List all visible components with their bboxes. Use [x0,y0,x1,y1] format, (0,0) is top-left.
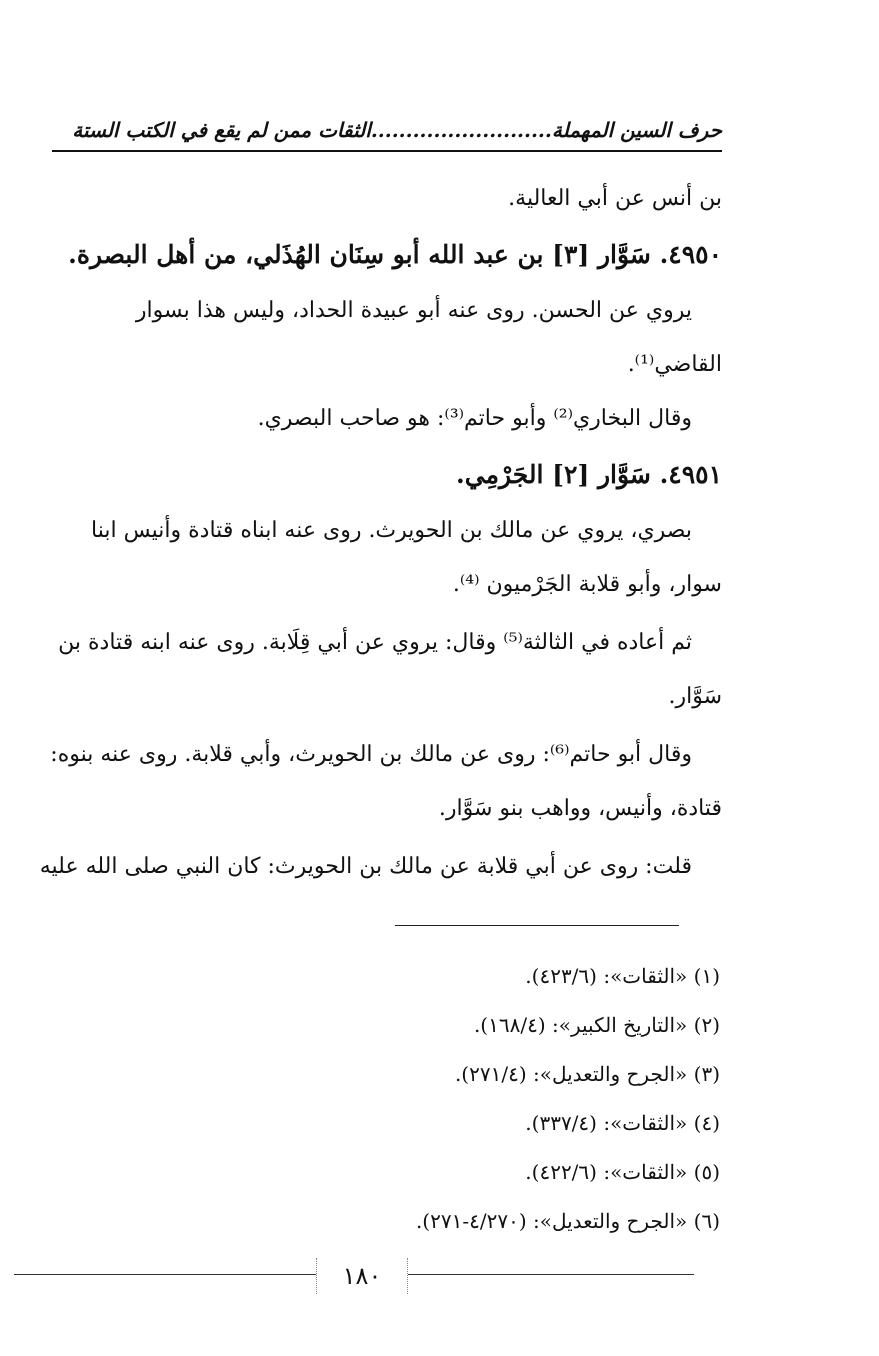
paragraph: ثم أعاده في الثالثة⁽⁵⁾ وقال: يروي عن أبي قِلَابة. روى عنه ابنه قتادة بن سَوَّار. [58,630,722,709]
footnote: (٣) «الجرح والتعديل»: (٢٧١/٤). [454,1062,720,1086]
entry-heading-4950: ٤٩٥٠. سَوَّار [٣] بن عبد الله أبو سِنَان الهُذَلي، من أهل البصرة. [68,240,722,269]
continued-line: بن أنس عن أبي العالية. [508,186,722,211]
footnote: (٤) «الثقات»: (٣٣٧/٤). [525,1111,720,1135]
running-header: حرف السين المهملة..........................الثقات ممن لم يقع في الكتب الستة [72,118,722,142]
footnotes [300,952,720,1246]
paragraph: يروي عن الحسن. روى عنه أبو عبيدة الحداد، وليس هذا بسوار القاضي⁽¹⁾. [135,298,722,377]
page-number: ١٨٠ [316,1258,408,1294]
paragraph: وقال البخاري⁽²⁾ وأبو حاتم⁽³⁾: هو صاحب البصري. [257,406,692,431]
footnote: (٢) «التاريخ الكبير»: (١٦٨/٤). [473,1013,720,1037]
paragraph: قلت: روى عن أبي قلابة عن مالك بن الحويرث: كان النبي صلى الله عليه [39,854,692,879]
footnote: (٥) «الثقات»: (٤٢٢/٦). [525,1160,720,1184]
footnote-separator [395,925,679,926]
paragraph: وقال أبو حاتم⁽⁶⁾: روى عن مالك بن الحويرث، وأبي قلابة. روى عنه بنوه: قتادة، وأنيس، وواهب بنو سَوَّار. [50,742,722,821]
footnote: (١) «الثقات»: (٤٢٣/٦). [525,964,720,988]
paragraph: بصري، يروي عن مالك بن الحويرث. روى عنه ابناه قتادة وأنيس ابنا سوار، وأبو قلابة الجَرْميون ⁽⁴⁾. [91,518,722,597]
footnote: (٦) «الجرح والتعديل»: (٤/٢٧٠-٢٧١). [415,1209,720,1233]
main-text [36,172,722,894]
entry-heading-4951: ٤٩٥١. سَوَّار [٢] الجَرْمِي. [456,460,722,489]
header-rule [52,150,722,152]
